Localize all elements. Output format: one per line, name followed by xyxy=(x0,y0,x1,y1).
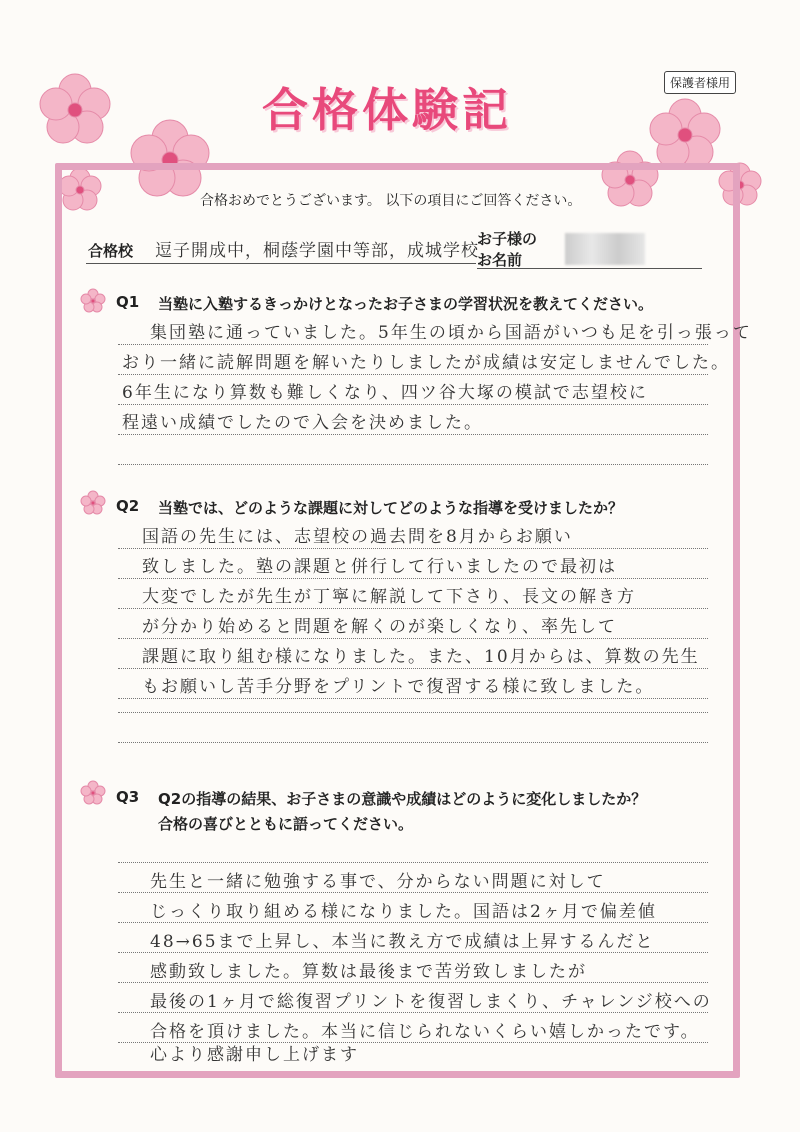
answer-rule xyxy=(118,1012,708,1013)
q3-answer-line: 心より感謝申し上げます xyxy=(150,1045,359,1065)
answer-rule xyxy=(118,952,708,953)
child-label-line1: お子様の xyxy=(477,230,538,248)
q1-answer-line: おり一緒に読解問題を解いたりしましたが成績は安定しませんでした。 xyxy=(122,353,730,373)
q3-label: Q3 xyxy=(116,788,140,806)
answer-rule xyxy=(118,698,708,699)
school-underline xyxy=(86,263,476,264)
q3-answer-line: じっくり取り組める様になりました。国語は2ヶ月で偏差値 xyxy=(150,902,657,922)
answer-rule xyxy=(118,638,708,639)
answer-rule xyxy=(118,578,708,579)
answer-rule xyxy=(118,668,708,669)
answer-rule xyxy=(118,712,708,713)
child-label-line2: お名前 xyxy=(477,251,523,269)
answer-rule xyxy=(118,344,708,345)
answer-rule xyxy=(118,982,708,983)
q2-answer-line: 大変でしたが先生が丁寧に解説して下さり、長文の解き方 xyxy=(142,587,636,607)
school-value: 逗子開成中，桐蔭学園中等部，成城学校 xyxy=(155,241,479,261)
q3-answer-line: 先生と一緒に勉強する事で、分からない問題に対して xyxy=(150,872,606,892)
redacted-name xyxy=(565,233,645,265)
q2-answer-line: が分かり始めると問題を解くのが楽しくなり、率先して xyxy=(142,617,617,637)
school-label: 合格校 xyxy=(88,242,134,260)
answer-rule xyxy=(118,742,708,743)
q2-text: 当塾では、どのような課題に対してどのような指導を受けましたか？ xyxy=(158,499,624,517)
answer-rule xyxy=(118,608,708,609)
answer-rule xyxy=(118,892,708,893)
page-title: 合格体験記 xyxy=(262,83,512,137)
answer-rule xyxy=(118,548,708,549)
q2-answer-line: 致しました。塾の課題と併行して行いましたので最初は xyxy=(142,557,617,577)
q1-text: 当塾に入塾するきっかけとなったお子さまの学習状況を教えてください。 xyxy=(158,295,654,313)
q1-answer-line: 集団塾に通っていました。5年生の頃から国語がいつも足を引っ張って xyxy=(150,323,752,343)
name-underline xyxy=(477,268,702,269)
q2-answer-line: もお願いし苦手分野をプリントで復習する様に致しました。 xyxy=(142,677,655,697)
child-name-label xyxy=(477,228,537,270)
q3-answer-line: 48→65まで上昇し、本当に教え方で成績は上昇するんだと xyxy=(150,932,655,952)
audience-badge: 保護者様用 xyxy=(664,71,736,94)
q1-answer-line: 程遠い成績でしたので入会を決めました。 xyxy=(122,413,483,433)
q3-answer-line: 感動致しました。算数は最後まで苦労致しましたが xyxy=(150,962,587,982)
answer-rule xyxy=(118,1042,708,1043)
sakura-bullet-icon xyxy=(80,490,106,516)
q3-text-line2: 合格の喜びとともに語ってください。 xyxy=(158,815,414,833)
q1-label: Q1 xyxy=(116,293,140,311)
answer-rule xyxy=(118,434,708,435)
sakura-bullet-icon xyxy=(80,288,106,314)
q1-answer-line: 6年生になり算数も難しくなり、四ツ谷大塚の模試で志望校に xyxy=(122,383,648,403)
answer-rule xyxy=(118,464,708,465)
q3-answer-line: 最後の1ヶ月で総復習プリントを復習しまくり、チャレンジ校への xyxy=(150,992,712,1012)
q2-label: Q2 xyxy=(116,497,140,515)
q3-answer-line: 合格を頂けました。本当に信じられないくらい嬉しかったです。 xyxy=(150,1022,700,1042)
answer-rule xyxy=(118,862,708,863)
q2-answer-line: 国語の先生には、志望校の過去問を8月からお願い xyxy=(142,527,573,547)
answer-rule xyxy=(118,922,708,923)
greeting-text: 合格おめでとうございます。 以下の項目にご回答ください。 xyxy=(200,193,582,209)
q2-answer-line: 課題に取り組む様になりました。また、10月からは、算数の先生 xyxy=(142,647,700,667)
answer-rule xyxy=(118,404,708,405)
sakura-bullet-icon xyxy=(80,780,106,806)
answer-rule xyxy=(118,374,708,375)
q3-text: Q2の指導の結果、お子さまの意識や成績はどのように変化しましたか？ xyxy=(158,790,647,808)
